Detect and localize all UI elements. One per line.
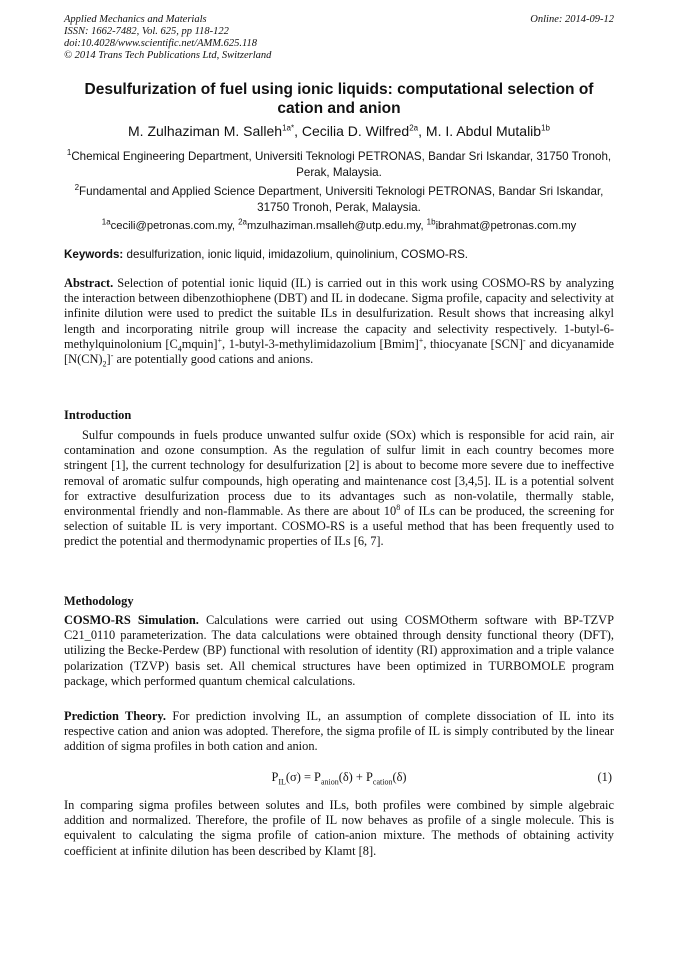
superscript: - — [110, 350, 114, 360]
abstract-text: , 1-butyl-3-methylimidazolium [Bmim] — [222, 336, 419, 351]
subscript: 4 — [177, 344, 182, 354]
doi-line[interactable]: doi:10.4028/www.scientific.net/AMM.625.118 — [64, 38, 257, 49]
affil-marker: 1 — [66, 148, 72, 158]
author-list: M. Zulhaziman M. Salleh$^{1a*}$, Cecilia D. Wilfred$^{2a}$, M. I. Abdul Mutalib$^{1b}$ — [128, 123, 550, 139]
author-name: M. Zulhaziman M. Salleh — [128, 123, 283, 139]
paragraph-text: For prediction involving IL, an assumption of complete dissociation of IL into its respective cation and anion was adopted. Therefore, the sigma profile of IL is simply contributed by the linear addition of sigma profiles in both cation and anion. — [64, 709, 614, 754]
abstract-text: mquin] — [181, 336, 218, 351]
superscript: + — [418, 335, 424, 345]
subsection-label: COSMO-RS Simulation. — [64, 613, 199, 627]
equation-number: (1) — [597, 770, 612, 784]
subscript: 2 — [102, 359, 107, 369]
affil-text: Fundamental and Applied Science Department, Universiti Teknologi PETRONAS, Bandar Sri Iskandar, 31750 Tronoh, Perak, Malaysia. — [79, 185, 604, 214]
eq-term: (δ) + P — [338, 770, 373, 784]
superscript: 8 — [396, 502, 401, 512]
email-link[interactable]: ibrahmat@petronas.com.my — [435, 220, 577, 232]
subscript: cation — [372, 777, 393, 787]
abstract-text: are potentially good cations and anions. — [113, 352, 314, 367]
abstract-text: ] — [106, 352, 111, 367]
eq-term: (δ) — [392, 770, 407, 784]
keywords-label: Keywords: — [64, 248, 124, 261]
affiliation — [60, 149, 618, 180]
copyright-line: © 2014 Trans Tech Publications Ltd, Switzerland — [64, 50, 272, 61]
affil-marker: 2 — [74, 183, 80, 193]
abstract-text: Selection of potential ionic liquid (IL) is carried out in this work using COSMO-RS by analyzing the interaction between dibenzothiophene (DBT) and IL in dodecane. Sigma profile, capacity and selectivity at infinite dilution were used to predict the suitable ILs in desulfurization. Result shows that increasing alkyl length and incorporating nitrile group will increase the capacity and selectivity respectively. 1-butyl-6-methylquinolonium [C — [64, 276, 614, 351]
email-marker: 2a — [238, 217, 247, 227]
email-link[interactable]: cecili@petronas.com.my — [110, 220, 232, 232]
journal-header — [64, 14, 271, 62]
email-list: $^{1a}$cecili@petronas.com.my, $^{2a}$mzulhaziman.msalleh@utp.edu.my, $^{1b}$ibrahmat@petronas.com.my — [101, 217, 577, 232]
issn-line: ISSN: 1662-7482, Vol. 625, pp 118-122 — [64, 26, 229, 37]
equation-1 — [64, 770, 614, 786]
paragraph-text: In comparing sigma profiles between solutes and ILs, both profiles were combined by simple algebraic addition and normalized. Therefore, the profile of IL now behaves as profile of a single molecule. This is equivalent to calculating the sigma profile of cation-anion mixture. The methods of obtaining activity coefficient at infinite dilution has been described by Klamt [8]. — [64, 798, 614, 858]
keywords-text: desulfurization, ionic liquid, imidazolium, quinolinium, COSMO-RS. — [126, 248, 469, 261]
introduction-paragraph — [64, 428, 614, 550]
author-affil-marker: 1b — [541, 123, 550, 133]
section-heading-methodology: Methodology — [64, 594, 134, 608]
author-name: Cecilia D. Wilfred — [301, 123, 410, 139]
email-link[interactable]: mzulhaziman.msalleh@utp.edu.my — [246, 220, 421, 232]
affil-text: Chemical Engineering Department, Universiti Teknologi PETRONAS, Bandar Sri Iskandar, 31750 Tronoh, Perak, Malaysia. — [71, 150, 612, 179]
intro-text: of ILs can be produced, the screening for selection of suitable IL is very important. COSMO-RS is a useful method that has been frequently used to predict the potential and thermodynamic properties of ILs [6, 7]. — [64, 504, 614, 549]
equation-body — [64, 770, 614, 785]
email-marker: 1a — [101, 217, 111, 227]
abstract-text: , thiocyanate [SCN] — [423, 336, 524, 351]
prediction-theory-paragraph — [64, 709, 614, 755]
superscript: + — [217, 335, 223, 345]
subscript: anion — [320, 777, 339, 787]
eq-symbol: P — [271, 770, 279, 784]
abstract-label: Abstract. — [64, 276, 114, 290]
eq-term: (σ) = P — [285, 770, 321, 784]
author-name: M. I. Abdul Mutalib — [425, 123, 542, 139]
keywords — [64, 247, 616, 262]
online-date: Online: 2014-09-12 — [530, 14, 614, 25]
journal-name: Applied Mechanics and Materials — [64, 14, 207, 25]
abstract — [64, 276, 614, 367]
subscript: IL — [278, 777, 286, 787]
author-affil-marker: 1a* — [282, 123, 295, 133]
section-heading-introduction: Introduction — [64, 408, 132, 422]
email-marker: 1b — [426, 217, 436, 227]
paragraph-text: Calculations were carried out using COSMOtherm software with BP-TZVP C21_0110 parameterization. The data calculations were obtained through density functional theory (DFT), utilizing the Becke-Perdew (BP) functional with resolution of identity (RI) approximation and a triple valance polarization (TZVP) basis set. All chemical structures have been optimized in TURBOMOLE program package, which performed quantum chemical calculations. — [64, 613, 614, 688]
subsection-label: Prediction Theory. — [64, 709, 166, 723]
cosmo-rs-paragraph — [64, 613, 614, 689]
paper-title: Desulfurization of fuel using ionic liquids: computational selection of cation and anion — [84, 81, 594, 117]
superscript: - — [523, 335, 526, 345]
sigma-profile-paragraph — [64, 798, 614, 859]
intro-text: Sulfur compounds in fuels produce unwanted sulfur oxide (SOx) which is responsible for acid rain, air contamination and ozone consumption. As the regulation of sulfur limit in each country becomes more stringent [1], the current technology for desulfurization [2] is about to become more severe due to ineffective removal of aromatic sulfur compounds, high operating and maintenance cost [3,4,5]. IL is a potential solvent for extractive desulfurization process due to its advantages such as non-volatile, thermally stable, environmental friendly and non-flammable. As there are about 10 — [64, 428, 614, 519]
abstract-text: and dicyanamide [N(CN) — [64, 336, 615, 367]
affiliation — [60, 184, 618, 215]
author-affil-marker: 2a — [409, 123, 419, 133]
